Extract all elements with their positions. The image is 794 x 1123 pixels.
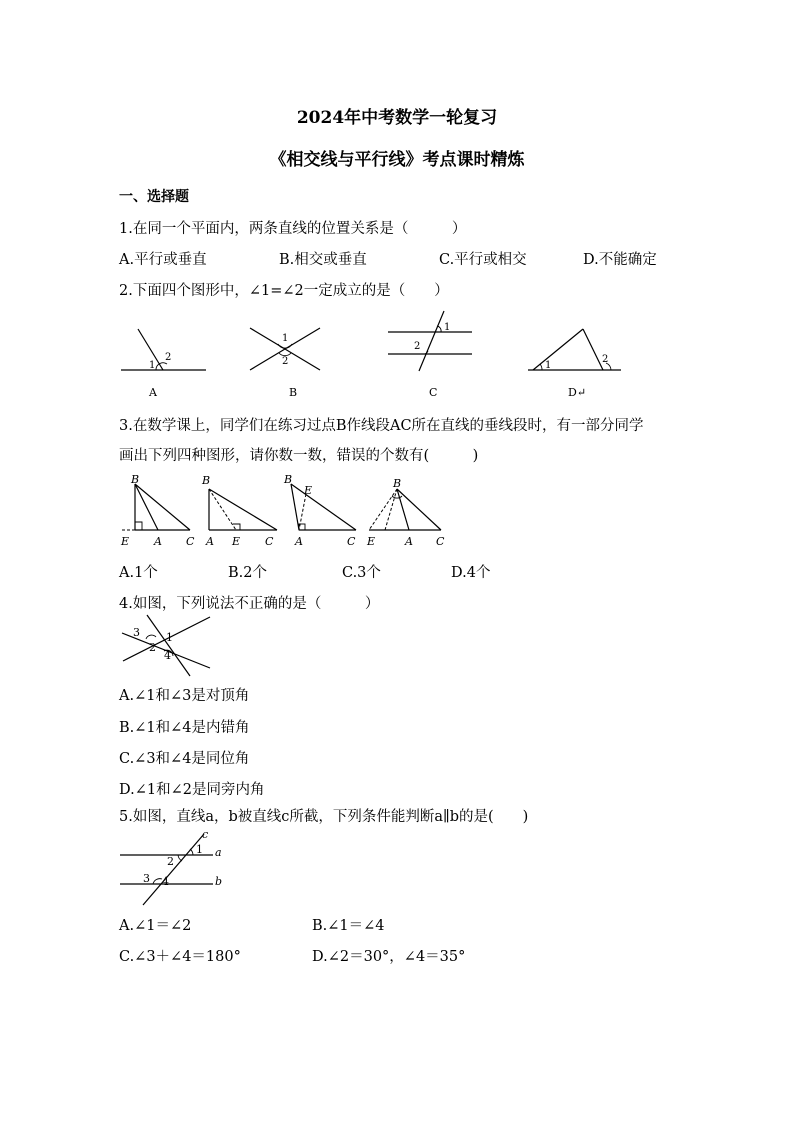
q4-angle-2: 2 xyxy=(149,641,156,654)
q2-label-c: C xyxy=(429,386,438,399)
q3f1-label-e: E xyxy=(121,535,130,548)
q1-option-b: B.相交或垂直 xyxy=(279,252,367,268)
q3f1-label-b: B xyxy=(131,473,140,486)
q2-label-b: B xyxy=(289,386,298,399)
q3f2-label-b: B xyxy=(202,474,211,487)
q1-option-a: A.平行或垂直 xyxy=(119,252,207,268)
q3f2-label-c: C xyxy=(265,535,274,548)
q4-option-a: A.∠1和∠3是对顶角 xyxy=(119,688,250,704)
q5-figure xyxy=(118,828,233,908)
q2-stem: 2.下面四个图形中，∠1=∠2一定成立的是（ ） xyxy=(119,283,449,299)
q1-option-c: C.平行或相交 xyxy=(439,252,527,268)
q2-figure-a xyxy=(118,324,210,402)
q4-figure xyxy=(118,613,218,681)
q5-line-c: c xyxy=(202,828,209,841)
q5-angle-4: 4 xyxy=(162,875,169,888)
q3-option-c: C.3个 xyxy=(342,565,381,581)
q2-figure-c xyxy=(386,308,476,402)
q3f3-label-c: C xyxy=(347,535,356,548)
q4-option-d: D.∠1和∠2是同旁内角 xyxy=(119,782,265,798)
q2c-angle-1: 1 xyxy=(444,322,451,333)
q4-angle-3: 3 xyxy=(133,626,140,639)
q3-option-d: D.4个 xyxy=(451,565,491,581)
q2b-angle-1: 1 xyxy=(282,333,289,344)
q4-angle-4: 4 xyxy=(164,649,171,662)
q2-figure-d xyxy=(525,324,625,402)
q4-stem: 4.如图，下列说法不正确的是（ ） xyxy=(119,596,380,612)
q3f4-label-c: C xyxy=(436,535,445,548)
q3-stem-line2: 画出下列四种图形，请你数一数，错误的个数有( ) xyxy=(119,448,479,464)
q3-stem-line1: 3.在数学课上，同学们在练习过点B作线段AC所在直线的垂线段时，有一部分同学 xyxy=(119,418,644,434)
q5-option-d: D.∠2＝30°，∠4＝35° xyxy=(312,949,466,965)
q3f4-label-b: B xyxy=(393,477,402,490)
q5-line-a: a xyxy=(215,846,222,859)
title-line1: 2024年中考数学一轮复习 xyxy=(296,108,498,128)
q3f3-label-a: A xyxy=(295,535,303,548)
q5-line-b: b xyxy=(215,875,223,888)
q5-option-b: B.∠1＝∠4 xyxy=(312,918,385,934)
q3-figure-2 xyxy=(202,472,282,550)
q3f1-label-c: C xyxy=(186,535,195,548)
q3-option-b: B.2个 xyxy=(228,565,267,581)
q1-option-d: D.不能确定 xyxy=(583,252,657,268)
q3f4-label-e: E xyxy=(367,535,376,548)
q3f2-label-e: E xyxy=(232,535,241,548)
q4-option-c: C.∠3和∠4是同位角 xyxy=(119,751,250,767)
q4-angle-1: 1 xyxy=(166,631,173,644)
q5-angle-3: 3 xyxy=(143,872,150,885)
q5-option-a: A.∠1＝∠2 xyxy=(119,918,192,934)
q3-figure-4 xyxy=(365,472,450,550)
q2c-angle-2: 2 xyxy=(414,341,421,352)
q4-option-b: B.∠1和∠4是内错角 xyxy=(119,720,250,736)
title-line2: 《相交线与平行线》考点课时精炼 xyxy=(269,150,525,170)
q3f3-label-e: E xyxy=(304,484,313,497)
q2-figure-b xyxy=(248,324,324,402)
q3-figure-1 xyxy=(118,472,198,550)
q2d-angle-1: 1 xyxy=(545,360,552,371)
q3f3-label-b: B xyxy=(284,473,293,486)
q5-option-c: C.∠3＋∠4＝180° xyxy=(119,949,241,965)
q3f1-label-a: A xyxy=(154,535,162,548)
q3-figure-3 xyxy=(282,472,362,550)
q2b-angle-2: 2 xyxy=(282,356,289,367)
q3f2-label-a: A xyxy=(206,535,214,548)
q1-stem: 1.在同一个平面内，两条直线的位置关系是（ ） xyxy=(119,221,467,237)
q5-angle-2: 2 xyxy=(167,855,174,868)
section-heading: 一、选择题 xyxy=(119,189,189,205)
q2d-angle-2: 2 xyxy=(602,354,609,365)
q5-stem: 5.如图，直线a，b被直线c所截，下列条件能判断a∥b的是( ) xyxy=(119,809,529,825)
q2a-angle-2: 2 xyxy=(165,352,172,363)
q2-label-a: A xyxy=(149,386,157,399)
q3-option-a: A.1个 xyxy=(119,565,158,581)
q2-label-d: D↵ xyxy=(568,386,587,399)
q3f4-label-a: A xyxy=(405,535,413,548)
q5-angle-1: 1 xyxy=(196,843,203,856)
q2a-angle-1: 1 xyxy=(149,360,156,371)
